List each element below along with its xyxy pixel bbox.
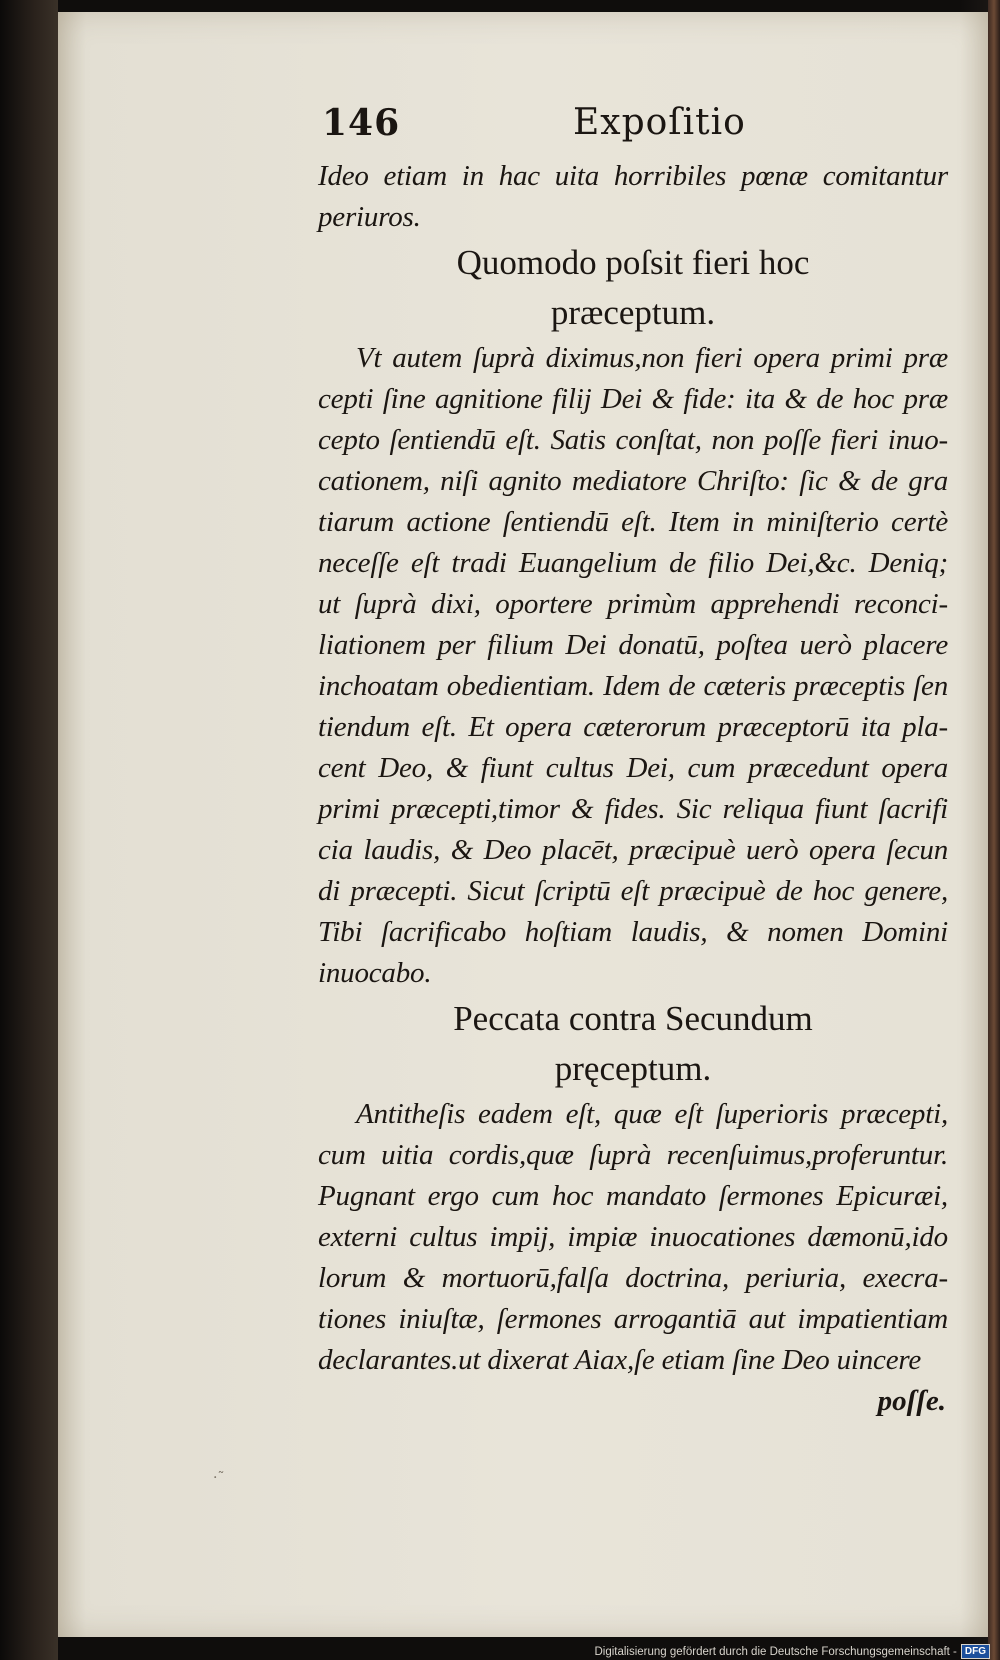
- body-text-line: cum uitia cordis,quæ ſuprà recenſuimus,proferuntur.: [318, 1139, 948, 1171]
- body-text-line: liationem per filium Dei donatū, poſtea uerò placere: [318, 629, 948, 661]
- body-text-line: lorum & mortuorū,falſa doctrina, periuria, execra-: [318, 1262, 948, 1294]
- page-number: 146: [322, 102, 401, 144]
- body-text-line: Antitheſis eadem eſt, quæ eſt ſuperioris præcepti,: [356, 1098, 948, 1130]
- credit-text: Digitalisierung gefördert durch die Deutsche Forschungsgemeinschaft -: [594, 1645, 957, 1658]
- book-cover-edge: [988, 0, 1000, 1660]
- body-text-line: inuocabo.: [318, 957, 432, 989]
- section-heading-line: Quomodo poſsit fieri hoc: [456, 243, 810, 282]
- body-text-line: cia laudis, & Deo placēt, præcipuè uerò opera ſecun: [318, 834, 948, 866]
- ink-speck: ·˜: [213, 1470, 225, 1486]
- body-text-line: primi præcepti,timor & fides. Sic reliqua fiunt ſacrifi: [318, 793, 948, 825]
- body-text-line: ut ſuprà dixi, oportere primùm apprehendi reconci-: [318, 588, 948, 620]
- body-text-line: periuros.: [318, 201, 421, 233]
- body-text-line: di præcepti. Sicut ſcriptū eſt præcipuè de hoc genere,: [318, 875, 948, 907]
- body-text-line: neceſſe eſt tradi Euangelium de filio Dei,&c. Deniq;: [318, 547, 948, 579]
- dfg-logo: DFG: [961, 1644, 990, 1659]
- section-heading-line: Peccata contra Secundum: [453, 999, 813, 1038]
- body-text-line: cepto ſentiendū eſt. Satis conſtat, non poſſe fieri inuo-: [318, 424, 948, 456]
- section-heading-line: præceptum.: [550, 293, 716, 332]
- body-text-line: cationem, niſi agnito mediatore Chriſto: ſic & de gra: [318, 465, 948, 497]
- page-content: [318, 98, 948, 1422]
- body-text-line: Tibi ſacrificabo hoſtiam laudis, & nomen Domini: [318, 916, 948, 948]
- catchword: poſſe.: [877, 1385, 946, 1417]
- running-title: Expoſitio: [573, 102, 746, 143]
- body-text-line: declarantes.ut dixerat Aiax,ſe etiam ſine Deo uincere: [318, 1344, 922, 1376]
- body-text-line: tiones iniuſtæ, ſermones arrogantiā aut impatientiam: [318, 1303, 948, 1335]
- body-text-line: cepti ſine agnitione filij Dei & fide: ita & de hoc præ: [318, 383, 948, 415]
- running-head: [318, 98, 948, 156]
- body-text-line: Pugnant ergo cum hoc mandato ſermones Epicuræi,: [318, 1180, 948, 1212]
- body-text-line: tiarum actione ſentiendū eſt. Item in miniſterio certè: [318, 506, 948, 538]
- body-text-line: cent Deo, & fiunt cultus Dei, cum præcedunt opera: [318, 752, 948, 784]
- body-text-line: tiendum eſt. Et opera cæterorum præceptorū ita pla-: [318, 711, 948, 743]
- text-flow: [318, 156, 948, 1381]
- section-heading-line: pręceptum.: [554, 1049, 712, 1088]
- digitization-credit: [594, 1644, 990, 1659]
- body-text-line: Ideo etiam in hac uita horribiles pœnæ comitantur: [318, 160, 948, 192]
- body-text-line: inchoatam obedientiam. Idem de cæteris præceptis ſen: [318, 670, 948, 702]
- body-text-line: externi cultus impij, impiæ inuocationes dæmonū,ido: [318, 1221, 948, 1253]
- book-binding-edge: [0, 0, 58, 1660]
- body-text-line: Vt autem ſuprà diximus,non fieri opera primi præ: [356, 342, 948, 374]
